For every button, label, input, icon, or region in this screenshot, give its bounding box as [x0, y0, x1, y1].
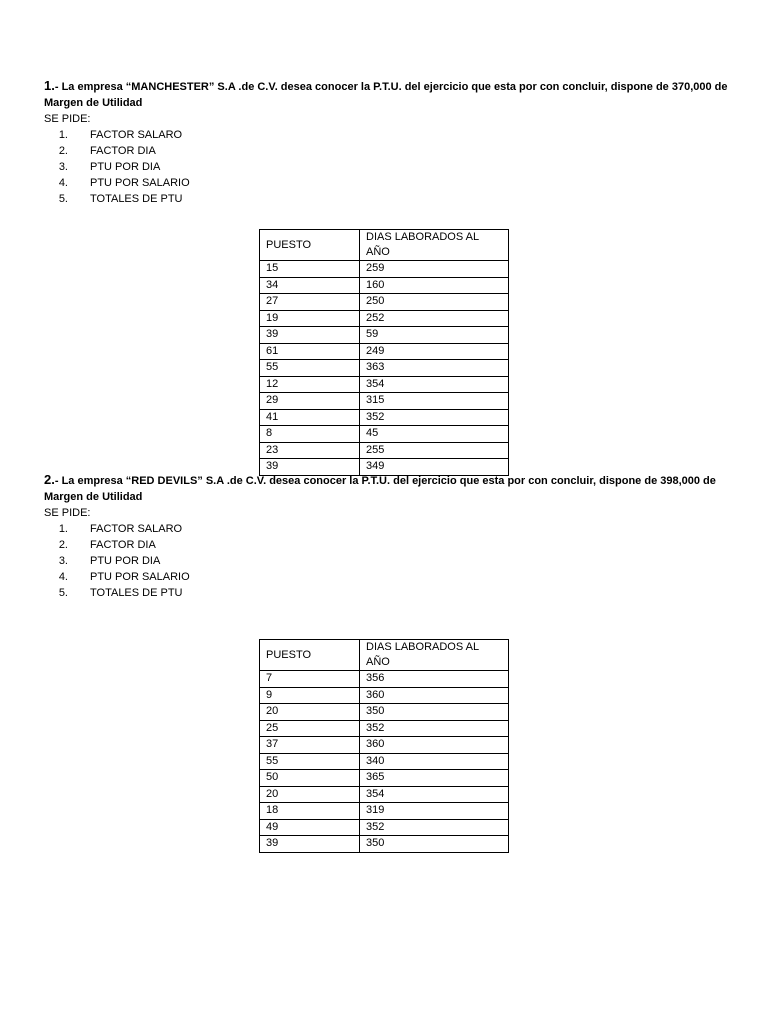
table-row [260, 393, 509, 410]
cell-puesto: 55 [260, 753, 360, 770]
cell-dias: 360 [360, 737, 509, 754]
cell-puesto: 49 [260, 819, 360, 836]
problem-2-number: 2. [44, 472, 55, 487]
task-text: PTU POR SALARIO [90, 177, 190, 189]
table-header-row [260, 640, 509, 671]
task-item [44, 585, 734, 601]
cell-puesto: 61 [260, 343, 360, 360]
header-puesto: PUESTO [260, 640, 360, 671]
problem-2-request-label: SE PIDE: [44, 507, 91, 519]
task-text: FACTOR SALARO [90, 129, 183, 141]
cell-puesto: 27 [260, 294, 360, 311]
task-number: 1. [58, 523, 68, 535]
cell-puesto: 29 [260, 393, 360, 410]
cell-puesto: 15 [260, 261, 360, 278]
cell-dias: 160 [360, 277, 509, 294]
task-number: 4. [58, 571, 68, 583]
cell-dias: 352 [360, 720, 509, 737]
problem-2-task-list [44, 521, 734, 601]
cell-puesto: 39 [260, 836, 360, 853]
cell-dias: 350 [360, 836, 509, 853]
task-number: 1. [58, 129, 68, 141]
cell-puesto: 55 [260, 360, 360, 377]
cell-dias: 45 [360, 426, 509, 443]
task-text: PTU POR DIA [90, 555, 161, 567]
header-dias: DIAS LABORADOS AL AÑO [360, 640, 509, 671]
problem-1-request-label: SE PIDE: [44, 113, 91, 125]
task-item [44, 569, 734, 585]
table-row [260, 687, 509, 704]
cell-dias: 259 [360, 261, 509, 278]
cell-puesto: 8 [260, 426, 360, 443]
table-row [260, 720, 509, 737]
cell-dias: 252 [360, 310, 509, 327]
cell-puesto: 25 [260, 720, 360, 737]
table-row [260, 360, 509, 377]
table-row [260, 671, 509, 688]
table-row [260, 442, 509, 459]
table-row [260, 261, 509, 278]
task-text: TOTALES DE PTU [90, 587, 183, 599]
problem-1-task-list [44, 127, 734, 207]
cell-dias: 255 [360, 442, 509, 459]
table-row [260, 310, 509, 327]
table-row [260, 819, 509, 836]
task-number: 4. [58, 177, 68, 189]
cell-dias: 356 [360, 671, 509, 688]
table-row [260, 426, 509, 443]
cell-dias: 354 [360, 786, 509, 803]
cell-puesto: 23 [260, 442, 360, 459]
table-row [260, 786, 509, 803]
task-text: FACTOR SALARO [90, 523, 183, 535]
cell-puesto: 37 [260, 737, 360, 754]
cell-dias: 365 [360, 770, 509, 787]
problem-1-statement-text: - La empresa “MANCHESTER” S.A .de C.V. desea conocer la P.T.U. del ejercicio que esta por con concluir, dispone de 370,000 de Margen de Utilidad [44, 81, 728, 109]
task-item [44, 191, 734, 207]
cell-puesto: 39 [260, 459, 360, 476]
table-row [260, 409, 509, 426]
cell-dias: 250 [360, 294, 509, 311]
cell-puesto: 20 [260, 704, 360, 721]
cell-dias: 249 [360, 343, 509, 360]
cell-puesto: 9 [260, 687, 360, 704]
problem-2-table [259, 639, 509, 853]
table-row [260, 803, 509, 820]
cell-dias: 352 [360, 409, 509, 426]
task-number: 5. [58, 587, 68, 599]
task-number: 3. [58, 161, 68, 173]
task-item [44, 175, 734, 191]
task-number: 5. [58, 193, 68, 205]
problem-2-statement-text: - La empresa “RED DEVILS” S.A .de C.V. desea conocer la P.T.U. del ejercicio que esta por con concluir, dispone de 398,000 de Margen de Utilidad [44, 475, 716, 503]
task-item [44, 537, 734, 553]
cell-puesto: 19 [260, 310, 360, 327]
table-row [260, 343, 509, 360]
task-item [44, 521, 734, 537]
cell-dias: 363 [360, 360, 509, 377]
task-number: 2. [58, 539, 68, 551]
task-text: TOTALES DE PTU [90, 193, 183, 205]
cell-dias: 315 [360, 393, 509, 410]
task-item [44, 553, 734, 569]
table-row [260, 836, 509, 853]
cell-dias: 340 [360, 753, 509, 770]
problem-2-statement [44, 472, 734, 505]
problem-1 [44, 78, 734, 207]
task-text: PTU POR DIA [90, 161, 161, 173]
problem-1-statement [44, 78, 734, 111]
task-item [44, 143, 734, 159]
cell-dias: 360 [360, 687, 509, 704]
cell-dias: 354 [360, 376, 509, 393]
header-puesto: PUESTO [260, 230, 360, 261]
table-row [260, 294, 509, 311]
table-row [260, 376, 509, 393]
table-row [260, 753, 509, 770]
cell-puesto: 12 [260, 376, 360, 393]
task-text: FACTOR DIA [90, 539, 156, 551]
cell-dias: 350 [360, 704, 509, 721]
task-number: 2. [58, 145, 68, 157]
cell-dias: 349 [360, 459, 509, 476]
task-text: FACTOR DIA [90, 145, 156, 157]
cell-puesto: 41 [260, 409, 360, 426]
task-number: 3. [58, 555, 68, 567]
table-header-row [260, 230, 509, 261]
task-item [44, 159, 734, 175]
cell-puesto: 50 [260, 770, 360, 787]
table-row [260, 327, 509, 344]
table-row [260, 277, 509, 294]
table-row [260, 737, 509, 754]
cell-puesto: 18 [260, 803, 360, 820]
cell-dias: 319 [360, 803, 509, 820]
cell-puesto: 20 [260, 786, 360, 803]
task-item [44, 127, 734, 143]
table-row [260, 770, 509, 787]
cell-dias: 59 [360, 327, 509, 344]
header-dias: DIAS LABORADOS AL AÑO [360, 230, 509, 261]
problem-1-table [259, 229, 509, 476]
cell-puesto: 39 [260, 327, 360, 344]
cell-puesto: 7 [260, 671, 360, 688]
problem-2 [44, 472, 734, 601]
table-row [260, 704, 509, 721]
problem-1-number: 1. [44, 78, 55, 93]
cell-dias: 352 [360, 819, 509, 836]
task-text: PTU POR SALARIO [90, 571, 190, 583]
cell-puesto: 34 [260, 277, 360, 294]
